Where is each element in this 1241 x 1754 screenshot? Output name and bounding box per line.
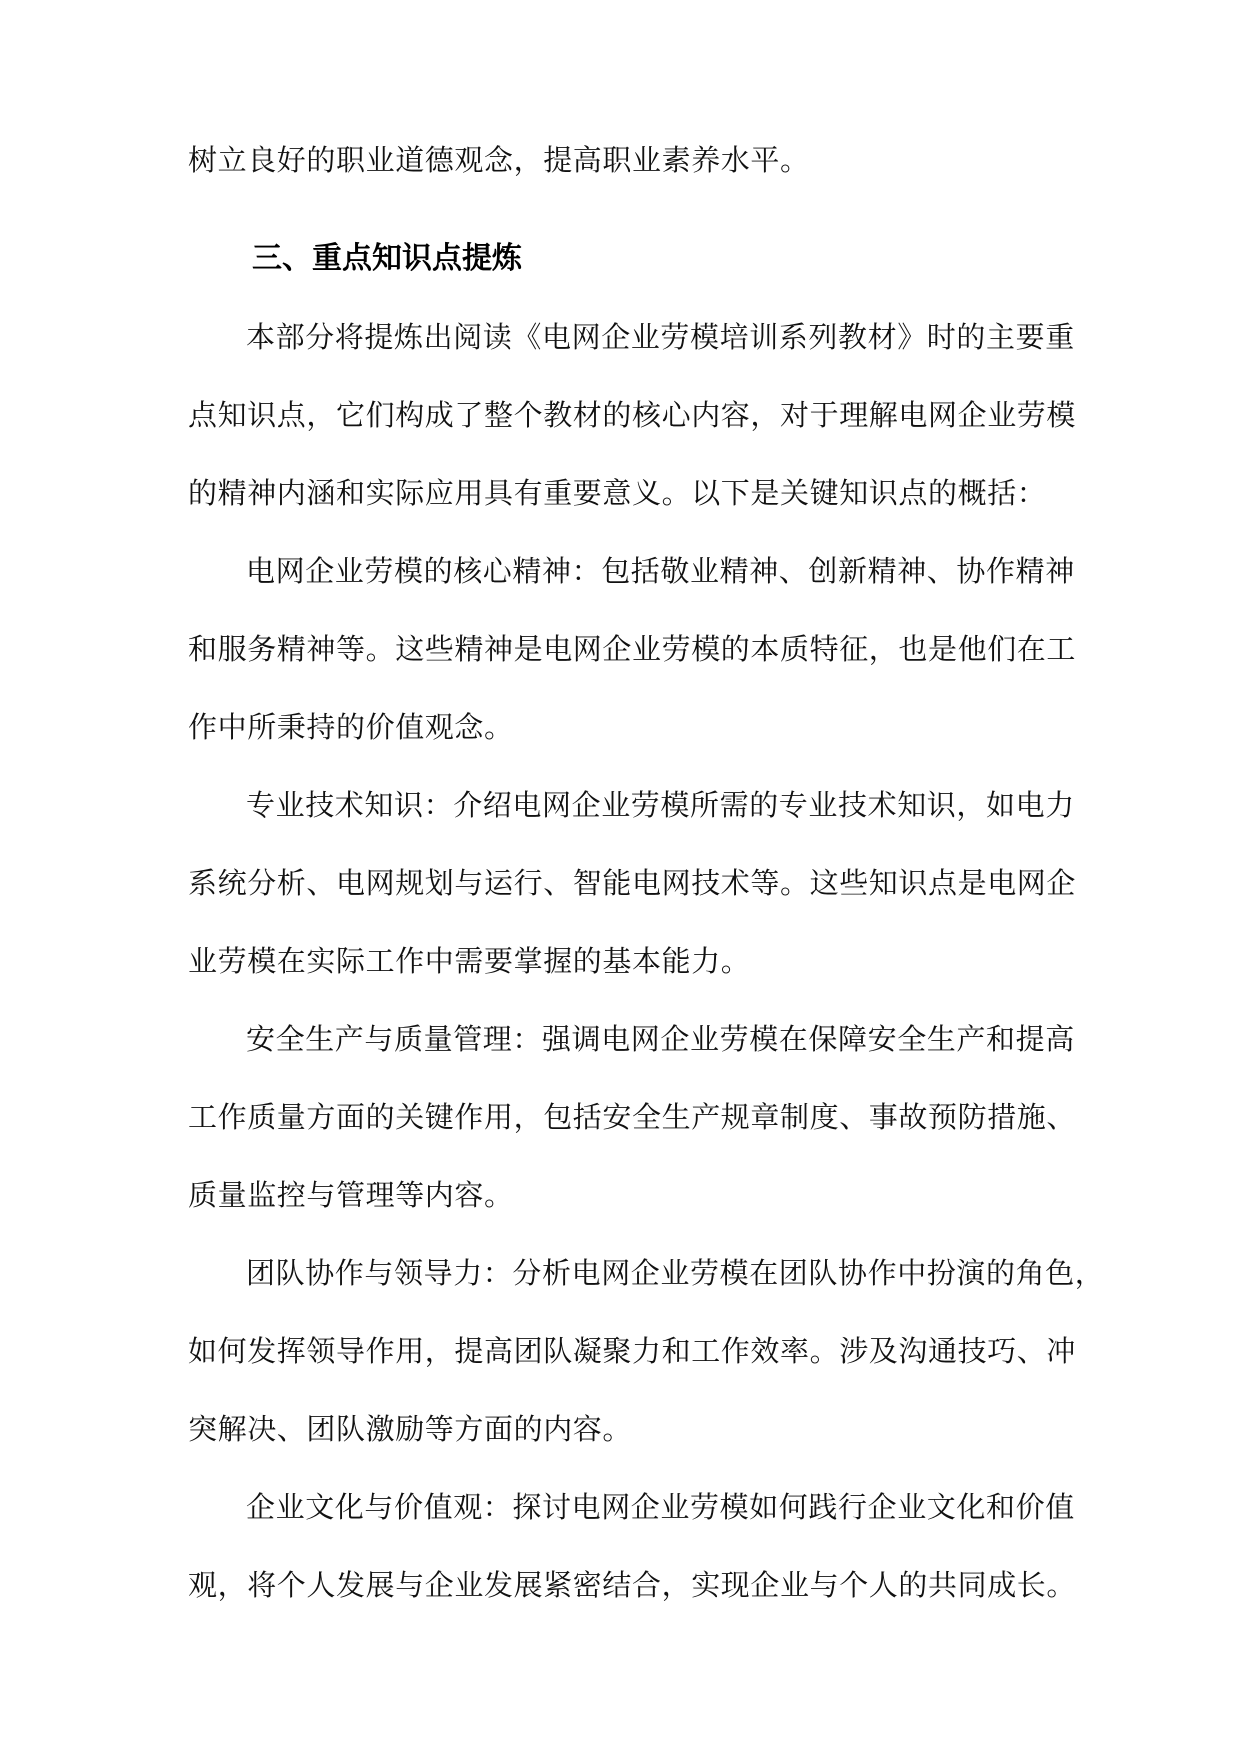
paragraph-line: 工作质量方面的关键作用，包括安全生产规章制度、事故预防措施、 (188, 1100, 1077, 1134)
paragraph-core-spirit (188, 551, 1077, 747)
paragraph-line: 点知识点，它们构成了整个教材的核心内容，对于理解电网企业劳模 (188, 398, 1077, 432)
paragraph-line: 业劳模在实际工作中需要掌握的基本能力。 (188, 944, 751, 978)
section-heading: 三、重点知识点提炼 (252, 241, 522, 276)
intro-tail-line: 树立良好的职业道德观念，提高职业素养水平。 (188, 143, 810, 177)
paragraph-line: 如何发挥领导作用，提高团队凝聚力和工作效率。涉及沟通技巧、冲 (188, 1334, 1077, 1368)
paragraph-line: 电网企业劳模的核心精神：包括敬业精神、创新精神、协作精神 (246, 554, 1075, 588)
paragraph-line: 突解决、团队激励等方面的内容。 (188, 1412, 633, 1446)
paragraph-line: 专业技术知识：介绍电网企业劳模所需的专业技术知识，如电力 (246, 788, 1075, 822)
paragraph-culture-values (188, 1487, 1077, 1605)
paragraph-line: 和服务精神等。这些精神是电网企业劳模的本质特征，也是他们在工 (188, 632, 1077, 666)
paragraph-teamwork-leadership (188, 1253, 1105, 1449)
paragraph-line: 团队协作与领导力：分析电网企业劳模在团队协作中扮演的角色， (246, 1256, 1105, 1290)
paragraph-line: 作中所秉持的价值观念。 (188, 710, 514, 744)
paragraph-safety-quality (188, 1019, 1077, 1215)
paragraph-line: 系统分析、电网规划与运行、智能电网技术等。这些知识点是电网企 (188, 866, 1077, 900)
paragraph-line: 本部分将提炼出阅读《电网企业劳模培训系列教材》时的主要重 (246, 320, 1075, 354)
paragraph-line: 企业文化与价值观：探讨电网企业劳模如何践行企业文化和价值 (246, 1490, 1075, 1524)
paragraph-line: 观，将个人发展与企业发展紧密结合，实现企业与个人的共同成长。 (188, 1568, 1077, 1602)
paragraph-line: 的精神内涵和实际应用具有重要意义。以下是关键知识点的概括： (188, 476, 1047, 510)
document-body (188, 140, 1105, 1605)
paragraph-technical-knowledge (188, 785, 1077, 981)
paragraph-line: 质量监控与管理等内容。 (188, 1178, 514, 1212)
paragraph-intro (188, 317, 1077, 513)
paragraph-line: 安全生产与质量管理：强调电网企业劳模在保障安全生产和提高 (246, 1022, 1075, 1056)
